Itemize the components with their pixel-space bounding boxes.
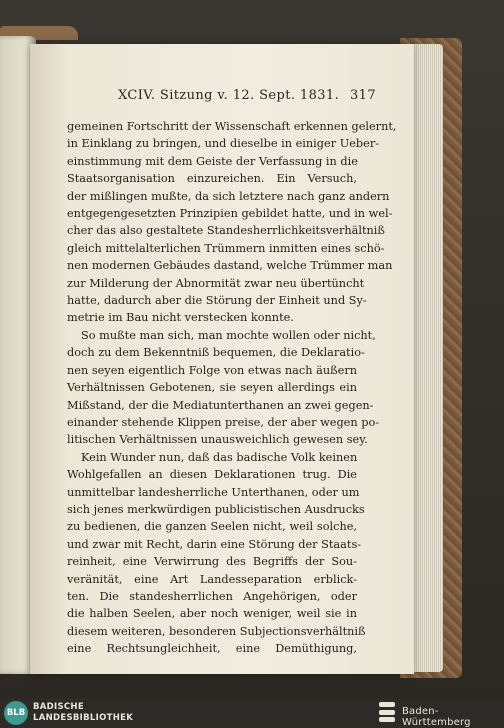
running-title: XCIV. Sitzung v. 12. Sept. 1831.: [118, 88, 340, 103]
text-line: entgegengesetzten Prinzipien gebildet hatte, und in wel-: [67, 207, 393, 221]
text-line: nen modernen Gebäudes dastand, welche Trümmer man: [67, 259, 393, 273]
text-line: cher das also gestaltete Standesherrlichkeitsverhältniß: [67, 224, 385, 238]
text-line: sich jenes merkwürdigen publicistischen Ausdrucks: [67, 502, 365, 516]
text-line: gleich mittelalterlichen Trümmern inmitten eines schö-: [67, 241, 385, 255]
text-line: litischen Verhältnissen unausweichlich gewesen sey.: [67, 433, 368, 447]
running-head: [80, 88, 394, 108]
text-line: die halben Seelen, aber noch weniger, weil sie in: [67, 607, 357, 621]
library-name[interactable]: [33, 702, 133, 724]
text-line: unmittelbar landesherrliche Unterthanen, oder um: [67, 485, 360, 499]
text-line: gemeinen Fortschritt der Wissenschaft erkennen gelernt,: [67, 120, 397, 133]
text-line: nen seyen eigentlich Folge von etwas nach äußern: [67, 363, 358, 377]
library-name-line1: BADISCHE: [33, 702, 84, 712]
text-line: ten. Die standesherrlichen Angehörigen, oder: [67, 589, 357, 603]
text-line: veränität, eine Art Landesseparation erblick-: [67, 572, 357, 586]
book-page: [30, 44, 414, 674]
text-line: Kein Wunder nun, daß das badische Volk keinen: [81, 450, 358, 464]
footer-bar: [0, 698, 504, 727]
text-line: So mußte man sich, man mochte wollen oder nicht,: [81, 328, 376, 342]
text-line: Mißstand, der die Mediatunterthanen an zwei gegen-: [67, 398, 374, 412]
text-line: und zwar mit Recht, darin eine Störung der Staats-: [67, 537, 362, 551]
text-line: einander stehende Klippen preise, der aber wegen po-: [67, 415, 380, 429]
text-line: zur Milderung der Abnormität zwar neu übertüncht: [67, 276, 365, 290]
page-number: 317: [349, 88, 376, 103]
text-line: doch zu dem Bekenntniß bequemen, die Deklaratio-: [67, 346, 365, 360]
text-line: Verhältnissen Gebotenen, sie seyen allerdings ein: [67, 381, 357, 395]
body-text: [67, 118, 397, 658]
text-line: in Einklang zu bringen, und dieselbe in einiger Ueber-: [67, 137, 380, 151]
text-line: hatte, dadurch aber die Störung der Einheit und Sy-: [67, 294, 367, 308]
text-line: zu bedienen, die ganzen Seelen nicht, weil solche,: [67, 520, 357, 534]
text-line: Staatsorganisation einzureichen. Ein Versuch,: [67, 172, 357, 186]
text-line: einstimmung mit dem Geiste der Verfassung in die: [67, 154, 358, 168]
text-line: diesem weiteren, besonderen Subjectionsverhältniß: [67, 624, 366, 638]
blb-logo-icon[interactable]: BLB: [4, 701, 28, 725]
text-line: Wohlgefallen an diesen Deklarationen trug. Die: [67, 468, 357, 482]
text-line: reinheit, eine Verwirrung des Begriffs der Sou-: [67, 555, 357, 569]
coat-of-arms-icon: [379, 702, 395, 722]
text-line: metrie im Bau nicht verstecken konnte.: [67, 311, 294, 325]
library-name-line2: LANDESBIBLIOTHEK: [33, 713, 134, 723]
state-logo-text[interactable]: Baden-Württemberg: [402, 706, 471, 728]
text-line: eine Rechtsungleichheit, eine Demüthigung,: [67, 642, 357, 656]
text-line: der mißlingen mußte, da sich letztere nach ganz andern: [67, 189, 390, 203]
